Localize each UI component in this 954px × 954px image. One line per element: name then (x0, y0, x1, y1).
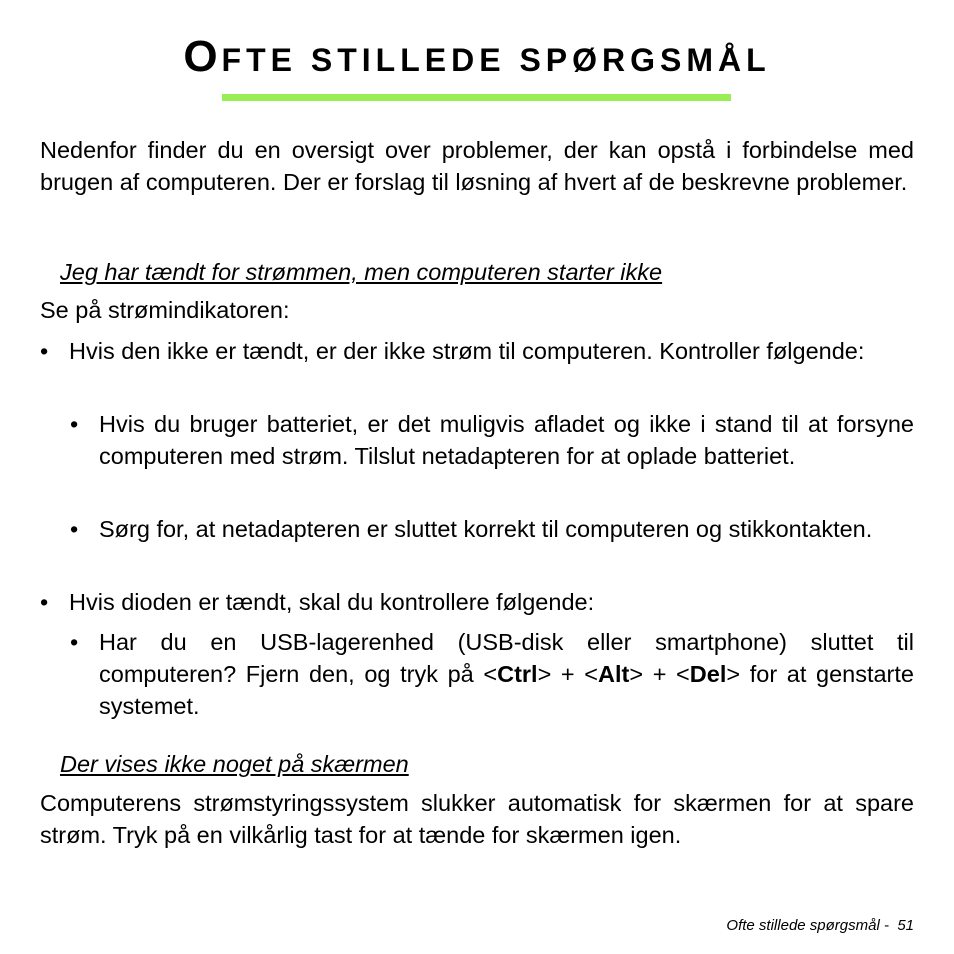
bullet-icon: • (70, 629, 79, 655)
bullet-icon: • (70, 411, 79, 437)
title-rest-2: SPØRGSMÅL (519, 42, 771, 78)
restart-text-before: Har du en USB-lagerenhed (USB-disk eller smartphone) sluttet til computeren? Fjern den, og tryk på < (99, 629, 914, 687)
key-del: Del (689, 661, 727, 687)
key-ctrl: Ctrl (497, 661, 538, 687)
list-item (70, 513, 914, 545)
bullet-text: Sørg for, at netadapteren er sluttet korrekt til computeren og stikkontakten. (99, 516, 873, 542)
title-underline-bar (222, 94, 731, 101)
key-alt: Alt (598, 661, 630, 687)
list-item (70, 408, 914, 472)
list-item (40, 586, 914, 618)
title-rest-1: FTE STILLEDE (221, 42, 520, 78)
footer-text: Ofte stillede spørgsmål - (726, 917, 889, 934)
bullet-text: Hvis dioden er tændt, skal du kontrollere følgende: (69, 589, 595, 615)
bullet-icon: • (70, 516, 79, 542)
screen-paragraph: Computerens strømstyringssystem slukker automatisk for skærmen for at spare strøm. Tryk på en vilkårlig tast for at tænde for skærmen igen. (40, 790, 914, 848)
bullet-text: Hvis den ikke er tændt, er der ikke strøm til computeren. Kontroller følgende: (69, 338, 865, 364)
bullet-icon: • (40, 338, 49, 364)
restart-text-mid2: > + < (629, 661, 690, 687)
list-item (70, 626, 914, 722)
bullet-text (99, 626, 914, 722)
intro-paragraph: Nedenfor finder du en oversigt over problemer, der kan opstå i forbindelse med brugen af computeren. Der er forslag til løsning af hvert af de beskrevne problemer. (40, 137, 914, 195)
restart-text-after: > for at genstarte systemet. (99, 661, 914, 719)
bullet-text: Hvis du bruger batteriet, er det muligvis afladet og ikke i stand til at forsyne computeren med strøm. Tilslut netadapteren for at oplade batteriet. (99, 411, 914, 469)
list-item (40, 335, 914, 367)
title-initial: O (183, 32, 222, 81)
page-number: 51 (897, 917, 914, 934)
power-lead-text: Se på strømindikatoren: (40, 297, 290, 323)
section-heading-power: Jeg har tændt for strømmen, men computeren starter ikke (60, 259, 663, 285)
bullet-icon: • (40, 589, 49, 615)
section-heading-screen: Der vises ikke noget på skærmen (60, 751, 409, 777)
page-title (0, 32, 954, 82)
page-footer (726, 917, 914, 934)
restart-text-mid1: > + < (537, 661, 599, 687)
